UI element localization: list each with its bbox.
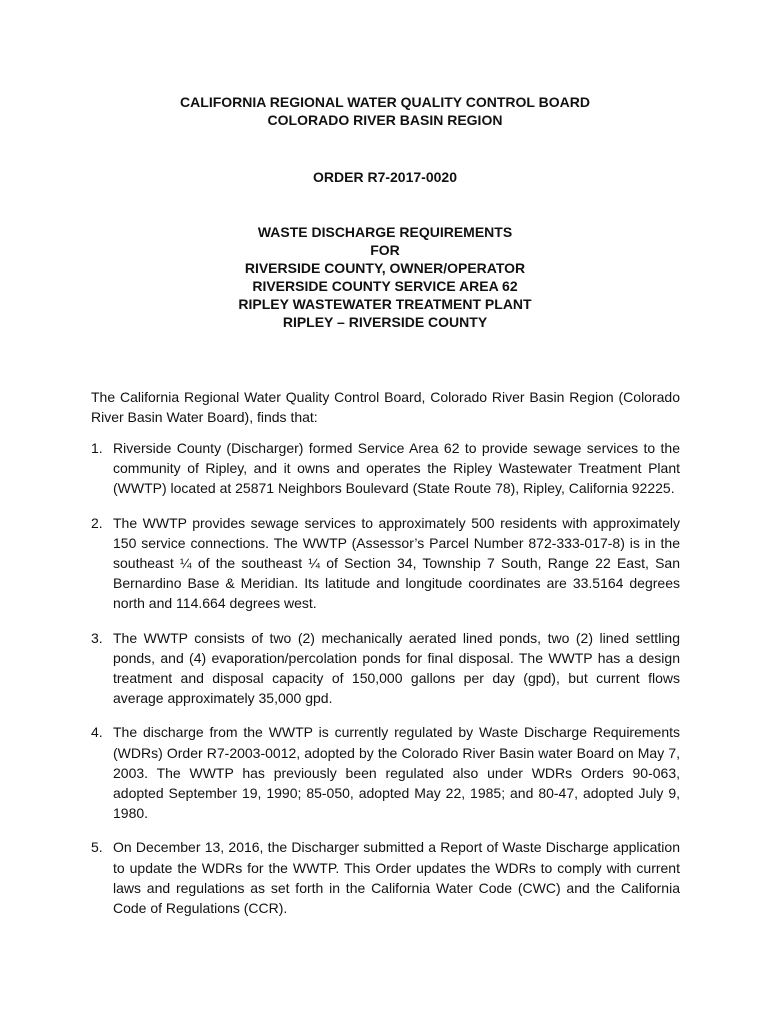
agency-name: CALIFORNIA REGIONAL WATER QUALITY CONTROL BOARD (180, 94, 590, 110)
findings-list (91, 438, 680, 932)
title-line: RIVERSIDE COUNTY, OWNER/OPERATOR (244, 260, 526, 276)
finding-item (91, 837, 680, 918)
agency-heading (60, 93, 710, 129)
agency-region: COLORADO RIVER BASIN REGION (267, 112, 503, 128)
title-line: FOR (370, 242, 400, 258)
finding-number: 1. (91, 440, 103, 456)
document-title (60, 223, 710, 331)
order-number: ORDER R7-2017-0020 (313, 169, 457, 185)
finding-text: The WWTP consists of two (2) mechanically aerated lined ponds, two (2) lined settling ponds, and (4) evaporation/percolation ponds for final disposal. The WWTP has a design treatment and disposal capacity of 150,000 gallons per day (gpd), but current flows average approximately 35,000 gpd. (113, 629, 680, 707)
finding-item (91, 628, 680, 709)
finding-item (91, 438, 680, 499)
order-heading (60, 168, 710, 186)
finding-text: The WWTP provides sewage services to approximately 500 residents with approximately 150 service connections. The WWTP (Assessor’s Parcel Number 872-333-017-8) is in the southeast ¼ of the southeast ¼ of Section 34, Township 7 South, Range 22 East, San Bernardino Base & Meridian. Its latitude and longitude coordinates are 33.5164 degrees north and 114.664 degrees west. (113, 514, 680, 612)
finding-number: 5. (91, 839, 103, 856)
finding-number: 2. (91, 514, 103, 531)
finding-text: The discharge from the WWTP is currently regulated by Waste Discharge Requirements (WDRs) Order R7-2003-0012, adopted by the Colorado River Basin water Board on May 7, 2003. The WWTP has previously been regulated also under WDRs Orders 90-063, adopted September 19, 1990; 85-050, adopted May 22, 1985; and 80-47, adopted July 9, 1980. (113, 724, 680, 822)
finding-number: 4. (91, 724, 103, 741)
title-line: WASTE DISCHARGE REQUIREMENTS (257, 224, 513, 240)
finding-text: On December 13, 2016, the Discharger submitted a Report of Waste Discharge application to update the WDRs for the WWTP. This Order updates the WDRs to comply with current laws and regulations as set forth in the California Water Code (CWC) and the California Code of Regulations (CCR). (113, 839, 680, 917)
finding-item (91, 722, 680, 823)
finding-number: 3. (91, 629, 103, 646)
finding-text: Riverside County (Discharger) formed Service Area 62 to provide sewage services to the community of Ripley, and it owns and operates the Ripley Wastewater Treatment Plant (WWTP) located at 25871 Neighbors Boulevard (State Route 78), Ripley, California 92225. (113, 440, 680, 497)
title-line: RIVERSIDE COUNTY SERVICE AREA 62 (252, 278, 518, 294)
title-line: RIPLEY – RIVERSIDE COUNTY (282, 314, 488, 330)
title-line: RIPLEY WASTEWATER TREATMENT PLANT (238, 296, 532, 312)
intro-paragraph: The California Regional Water Quality Control Board, Colorado River Basin Region (Colorado River Basin Water Board), finds that: (91, 389, 680, 425)
finding-item (91, 513, 680, 614)
